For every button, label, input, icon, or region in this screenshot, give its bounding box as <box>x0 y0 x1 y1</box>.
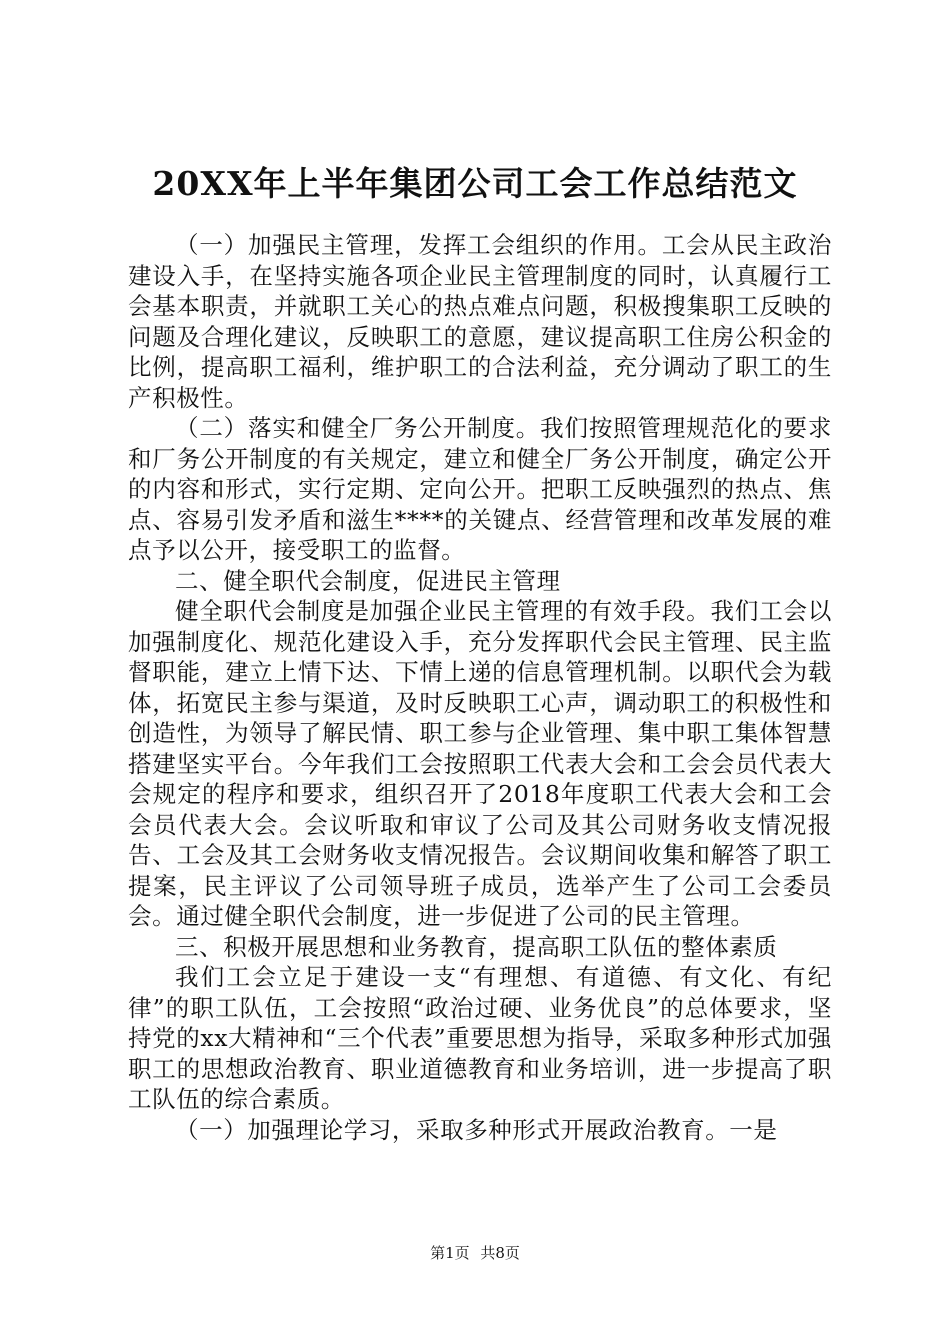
page-number: 第1页 <box>430 1244 470 1262</box>
paragraph: 健全职代会制度是加强企业民主管理的有效手段。我们工会以加强制度化、规范化建设入手，充分发挥职代会民主管理、民主监督职能，建立上情下达、下情上递的信息管理机制。以职代会为载体，拓宽民主参与渠道，及时反映职工心声，调动职工的积极性和创造性，为领导了解民情、职工参与企业管理、集中职工集体智慧搭建坚实平台。今年我们工会按照职工代表大会和工会会员代表大会规定的程序和要求，组织召开了2018年度职工代表大会和工会会员代表大会。会议听取和审议了公司及其公司财务收支情况报告、工会及其工会财务收支情况报告。会议期间收集和解答了职工提案，民主评议了公司领导班子成员，选举产生了公司工会委员会。通过健全职代会制度，进一步促进了公司的民主管理。 <box>128 597 832 930</box>
document-body <box>128 230 832 1145</box>
paragraph: 我们工会立足于建设一支“有理想、有道德、有文化、有纪律”的职工队伍，工会按照“政治过硬、业务优良”的总体要求，坚持党的xx大精神和“三个代表”重要思想为指导，采取多种形式加强职工的思想政治教育、职业道德教育和业务培训，进一步提高了职工队伍的综合素质。 <box>128 963 832 1113</box>
paragraph: （一）加强民主管理，发挥工会组织的作用。工会从民主政治建设入手，在坚持实施各项企业民主管理制度的同时，认真履行工会基本职责，并就职工关心的热点难点问题，积极搜集职工反映的问题及合理化建议，反映职工的意愿，建议提高职工住房公积金的比例，提高职工福利，维护职工的合法利益，充分调动了职工的生产积极性。 <box>128 231 832 412</box>
paragraph: （一）加强理论学习，采取多种形式开展政治教育。一是 <box>175 1115 778 1144</box>
document-title: 20XX年上半年集团公司工会工作总结范文 <box>152 164 798 203</box>
section-heading: 二、健全职代会制度，促进民主管理 <box>175 566 561 595</box>
paragraph: （二）落实和健全厂务公开制度。我们按照管理规范化的要求和厂务公开制度的有关规定，建立和健全厂务公开制度，确定公开的内容和形式，实行定期、定向公开。把职工反映强烈的热点、焦点、容易引发矛盾和滋生****的关键点、经营管理和改革发展的难点予以公开，接受职工的监督。 <box>128 414 832 564</box>
page-footer <box>0 1243 950 1263</box>
page-total: 共8页 <box>480 1244 520 1262</box>
section-heading: 三、积极开展思想和业务教育，提高职工队伍的整体素质 <box>175 932 778 961</box>
